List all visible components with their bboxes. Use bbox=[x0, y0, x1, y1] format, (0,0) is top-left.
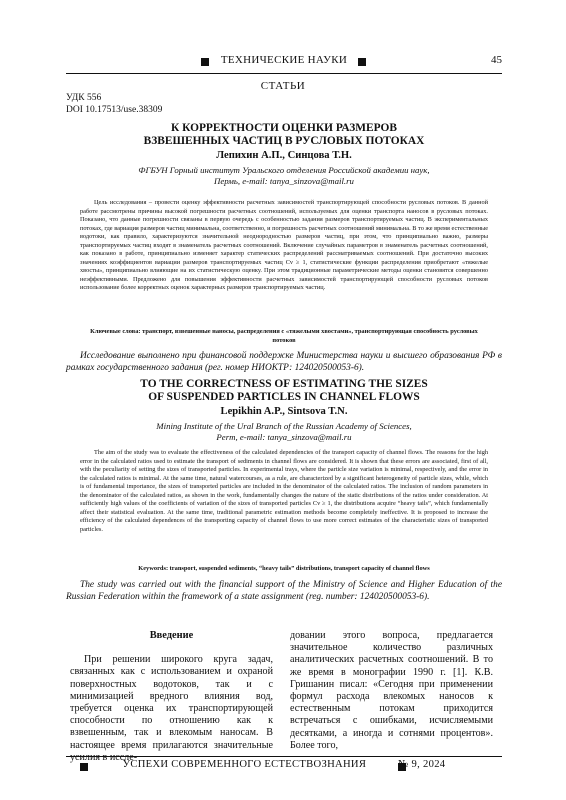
affiliation-line: Пермь, e-mail: tanya_sinzova@mail.ru bbox=[214, 176, 354, 186]
affiliation-line: ФГБУН Горный институт Уральского отделения Российской академии наук, bbox=[138, 165, 430, 175]
section-label: СТАТЬИ bbox=[260, 80, 306, 92]
issue-number: № 9, 2024 bbox=[398, 759, 446, 770]
english-keywords: Keywords: transport, suspended sediments, “heavy tails” distributions, transport capacity of channel flows bbox=[138, 565, 430, 572]
footer-journal-title bbox=[66, 759, 502, 770]
russian-affiliation bbox=[66, 165, 502, 187]
russian-authors: Лепихин А.П., Синцова Т.Н. bbox=[216, 150, 352, 161]
english-affiliation bbox=[66, 421, 502, 443]
body-column-left bbox=[70, 630, 273, 764]
udk-code: УДК 556 bbox=[66, 93, 102, 103]
running-header bbox=[66, 54, 502, 72]
russian-keywords: Ключевые слова: транспорт, взвешенные наносы, распределения с «тяжелыми хвостами», транспортирующая способность русловых потоков bbox=[90, 328, 478, 344]
journal-section-title: ТЕХНИЧЕСКИЕ НАУКИ bbox=[220, 54, 348, 66]
english-funding-note: The study was carried out with the financial support of the Ministry of Science and Higher Education of the Russian Federation within the framework of a state assignment (reg. number: 124020500053-6). bbox=[66, 580, 502, 602]
english-authors: Lepikhin A.P., Sintsova T.N. bbox=[220, 406, 348, 417]
body-paragraph: довании этого вопроса, предлагается значительное количество различных аналитических расчетных соотношений. В то же время в монографии 1990 г. [1]. К.В. Гришанин писал: «Сегодня при применении формул расхода влекомых наносов к естественным потокам приходится встречаться с ошибками, исчисляемыми десятками, а иногда и сотнями процентов». Более того, bbox=[290, 630, 493, 751]
introduction-heading: Введение bbox=[149, 630, 194, 641]
page-number: 45 bbox=[491, 54, 502, 66]
english-abstract: The aim of the study was to evaluate the effectiveness of the calculated dependencies of the transport capacity of channel flows. The reasons for the high error in the calculated ratios used to estimate the transport of sediments in channel flows are considered. It is shown that these errors are associated, first of all, with the peculiarity of setting the sizes of transported particles. In experimental trays, where the particle size variation is minimal, respectively, and the error in the calculated ratios is minimal. At the same time, natural watercourses, as a rule, are characterized by a significant heterogeneity of particle sizes, while, which is of fundamental importance, the sizes of transported particles are included in the denominator of the calculated ratios. The inclusion of random parameters in the denominator of the calculated ratios, as shown in the work, fundamentally changes the nature of the static distributions of the ratios under consideration. At sufficiently high values of the coefficients of variation of the sizes of transported particles Cv ≥ 1, the distributions acquire “heavy tails”, which fundamentally affect their statistical evaluation. At the same time, traditional parametric estimation methods become completely ineffective. It is proposed to increase the efficiency of the calculated dependences of the transporting capacity of channel flows to use more correct estimates of the characteristic sizes of transported particles. bbox=[80, 449, 488, 533]
russian-abstract: Цель исследования – провести оценку эффективности расчетных зависимостей транспортирующей способности русловых потоков. В данной работе рассмотрены причины высокой погрешности расчетных соотношений, используемых для оценки транспорта наносов в русловых потоках. Показано, что данные погрешности связаны в первую очередь с особенностью задания размеров транспортируемых частиц. В экспериментальных потоках, где вариация размеров частиц минимальна, соответственно, и погрешность расчетных соотношений минимальна. В то же время естественные водотоки, как правило, характеризуются значительной неоднородностью размеров частиц, при этом, что принципиально важно, размеры транспортируемых частиц входят в знаменатель расчетных соотношений. Включение случайных параметров в знаменатель расчетных соотношений, как показано в работе, принципиально изменяет характер статических распределений рассматриваемых соотношений. При достаточно высоких значениях коэффициентов вариации размеров транспортируемых частиц Cv ≥ 1, статистические функции распределения приобретают «тяжелые хвосты», принципиально влияющие на их статистическую оценку. При этом традиционные параметрические методы оценки становятся совершенно неэффективными. Предложено для повышения эффективности расчетных зависимостей транспортирующей способности русловых потоков использование более корректных оценок характерных размеров транспортируемых частиц. bbox=[80, 199, 488, 291]
title-line: OF SUSPENDED PARTICLES IN CHANNEL FLOWS bbox=[148, 391, 420, 403]
russian-title bbox=[66, 122, 502, 148]
doi-link[interactable]: DOI 10.17513/use.38309 bbox=[66, 105, 163, 115]
russian-funding-note: Исследование выполнено при финансовой поддержке Министерства науки и высшего образования РФ в рамках государственного задания (рег. номер НИОКТР: 124020500053-6). bbox=[66, 351, 502, 373]
running-footer bbox=[66, 759, 502, 775]
affiliation-line: Perm, e-mail: tanya_sinzova@mail.ru bbox=[216, 432, 352, 442]
affiliation-line: Mining Institute of the Ural Branch of the Russian Academy of Sciences, bbox=[156, 421, 412, 431]
footer-rule bbox=[66, 756, 502, 757]
title-line: TO THE CORRECTNESS OF ESTIMATING THE SIZES bbox=[140, 378, 428, 390]
title-line: ВЗВЕШЕННЫХ ЧАСТИЦ В РУСЛОВЫХ ПОТОКАХ bbox=[143, 135, 425, 147]
english-title bbox=[66, 378, 502, 404]
header-rule bbox=[66, 73, 502, 74]
body-column-right bbox=[290, 630, 493, 752]
body-paragraph: При решении широкого круга задач, связанных как с использованием и охраной поверхностных водотоков, так и с минимизацией вредного влияния вод, требуется оценка их транспортирующей способности по отношению как к взвешенным, так и влекомым наносам. В настоящее время прилагаются значительные усилия в иссле- bbox=[70, 654, 273, 763]
title-line: К КОРРЕКТНОСТИ ОЦЕНКИ РАЗМЕРОВ bbox=[171, 122, 397, 134]
journal-name: УСПЕХИ СОВРЕМЕННОГО ЕСТЕСТВОЗНАНИЯ bbox=[122, 759, 367, 770]
